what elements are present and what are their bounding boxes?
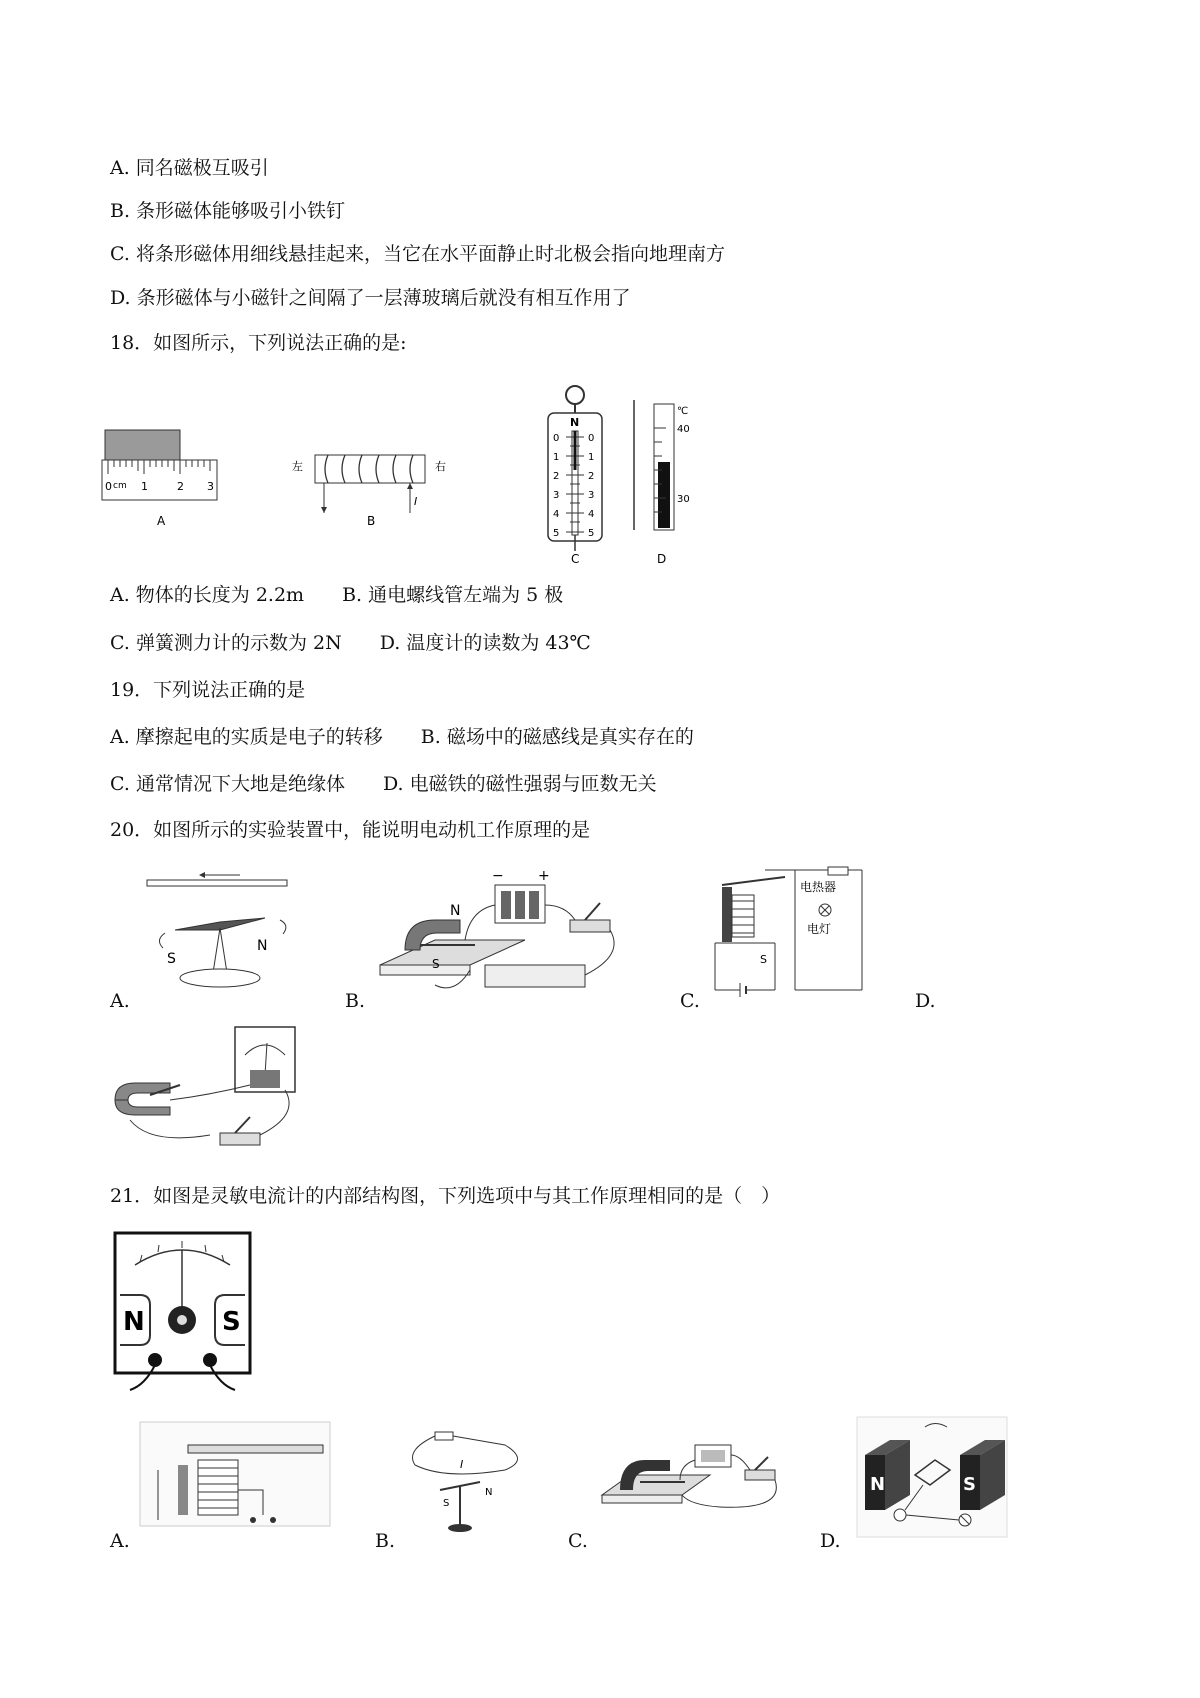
spring-tick-right-0: 0: [588, 433, 595, 444]
spring-tick-left-2: 2: [553, 471, 560, 482]
q20-stem: 20．如图所示的实验装置中，能说明电动机工作原理的是: [110, 819, 591, 841]
ruler-tick-0: 0: [105, 480, 112, 493]
fig-c-caption: C: [571, 552, 580, 566]
q20-fig-b-motor: [375, 865, 635, 1000]
spring-tick-right-1: 1: [588, 452, 595, 463]
spring-tick-left-1: 1: [553, 452, 560, 463]
spring-tick-right-2: 2: [588, 471, 595, 482]
q18-fig-c-spring-scale: [540, 385, 610, 565]
q19-options-ab: A. 摩擦起电的实质是电子的转移 B. 磁场中的磁感线是真实存在的: [110, 726, 694, 748]
solenoid-right-label: 右: [435, 460, 446, 473]
q18-options-ab: A. 物体的长度为 2.2m B. 通电螺线管左端为 5 极: [110, 584, 564, 606]
needle-s-label: S: [167, 951, 176, 967]
spring-tick-right-3: 3: [588, 490, 595, 501]
relay-switch-label: S: [760, 953, 767, 966]
q21-label-d: D.: [820, 1530, 841, 1552]
q18-options-cd: C. 弹簧测力计的示数为 2N D. 温度计的读数为 43℃: [110, 632, 591, 654]
q18-fig-b-solenoid: [290, 455, 450, 565]
fig-a-caption: A: [157, 514, 166, 528]
q21-fig-d-coil: [855, 1415, 1010, 1540]
fig-b-caption: B: [367, 514, 376, 528]
q21-galvanometer: [110, 1225, 260, 1395]
q18-stem: 18．如图所示，下列说法正确的是:: [110, 332, 407, 354]
magnet-d-n-label: N: [870, 1474, 886, 1495]
q17-option-b: B. 条形磁体能够吸引小铁钉: [110, 200, 346, 222]
q21-fig-a-bell: [138, 1420, 333, 1530]
q20-fig-d-induction: [110, 1025, 300, 1160]
needle-n-label-b: N: [485, 1487, 493, 1498]
q21-label-c: C.: [568, 1530, 588, 1552]
fig-d-caption: D: [657, 552, 667, 566]
q20-label-d: D.: [915, 990, 936, 1012]
spring-tick-left-3: 3: [553, 490, 560, 501]
ruler-unit: cm: [113, 481, 127, 491]
galvanometer-n-label: N: [123, 1307, 145, 1337]
solenoid-current-label: I: [414, 495, 418, 508]
spring-scale-pole: N: [570, 416, 580, 429]
thermometer-unit: ℃: [677, 406, 689, 417]
q20-label-b: B.: [345, 990, 366, 1012]
ruler-tick-2: 2: [177, 480, 184, 493]
q20-label-a: A.: [110, 990, 130, 1012]
spring-tick-right-5: 5: [588, 528, 595, 539]
q17-option-d: D. 条形磁体与小磁针之间隔了一层薄玻璃后就没有相互作用了: [110, 287, 631, 309]
spring-tick-left-4: 4: [553, 509, 560, 520]
spring-tick-left-0: 0: [553, 433, 560, 444]
needle-s-label-b: S: [443, 1498, 450, 1509]
q21-fig-c-motor: [600, 1435, 790, 1520]
relay-lamp-label: 电灯: [807, 922, 832, 936]
magnet-n-label: N: [450, 903, 461, 919]
spring-tick-left-5: 5: [553, 528, 560, 539]
q21-fig-b-oersted: [405, 1420, 530, 1540]
q20-label-c: C.: [680, 990, 700, 1012]
q20-fig-a-oersted: [145, 870, 295, 995]
q18-fig-d-thermometer: [630, 400, 700, 565]
ruler-tick-1: 1: [141, 480, 148, 493]
solenoid-left-label: 左: [292, 460, 303, 473]
q21-label-a: A.: [110, 1530, 130, 1552]
wire-current-label: I: [460, 1458, 464, 1471]
q20-fig-c-relay: [710, 865, 880, 995]
battery-minus: −: [492, 868, 504, 884]
q17-option-c: C. 将条形磁体用细线悬挂起来，当它在水平面静止时北极会指向地理南方: [110, 243, 725, 265]
thermometer-tick-40: 40: [677, 424, 690, 435]
galvanometer-s-label: S: [222, 1307, 241, 1337]
q17-option-a: A. 同名磁极互吸引: [110, 157, 269, 179]
thermometer-tick-30: 30: [677, 494, 690, 505]
battery-plus: +: [538, 868, 550, 884]
magnet-s-label: S: [432, 957, 440, 971]
magnet-d-s-label: S: [963, 1474, 976, 1495]
q19-options-cd: C. 通常情况下大地是绝缘体 D. 电磁铁的磁性强弱与匝数无关: [110, 773, 657, 795]
q18-fig-a-ruler: [100, 420, 230, 530]
needle-n-label: N: [257, 938, 268, 954]
q21-stem: 21．如图是灵敏电流计的内部结构图，下列选项中与其工作原理相同的是（ ）: [110, 1185, 781, 1207]
ruler-tick-3: 3: [207, 480, 214, 493]
q19-stem: 19．下列说法正确的是: [110, 679, 306, 701]
q21-label-b: B.: [375, 1530, 396, 1552]
spring-tick-right-4: 4: [588, 509, 595, 520]
relay-heater-label: 电热器: [800, 880, 837, 894]
